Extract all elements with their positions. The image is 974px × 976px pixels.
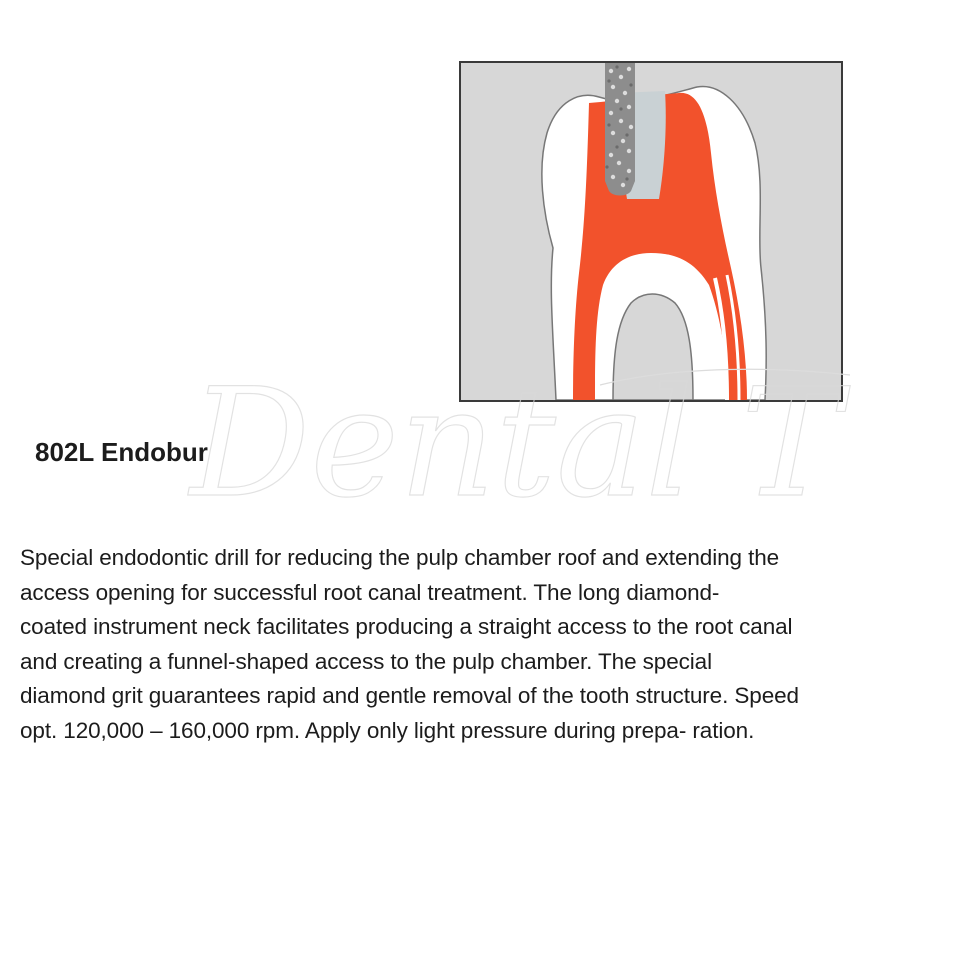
product-description xyxy=(20,541,965,748)
endobur-drill xyxy=(605,63,635,196)
description-line: opt. 120,000 – 160,000 rpm. Apply only light pressure during prepa- ration. xyxy=(20,717,755,743)
product-title: 802L Endobur xyxy=(35,437,208,467)
description-line: Special endodontic drill for reducing the pulp chamber roof and extending the xyxy=(20,545,780,570)
watermark-text: Dental T xyxy=(190,357,842,531)
description-line: coated instrument neck facilitates producing a straight access to the root canal xyxy=(20,614,793,639)
description-line: diamond grit guarantees rapid and gentle removal of the tooth structure. Speed xyxy=(20,683,799,708)
description-line: access opening for successful root canal treatment. The long diamond- xyxy=(20,579,720,605)
tooth-bur-illustration xyxy=(459,61,843,402)
description-line: and creating a funnel-shaped access to the pulp chamber. The special xyxy=(20,648,712,674)
